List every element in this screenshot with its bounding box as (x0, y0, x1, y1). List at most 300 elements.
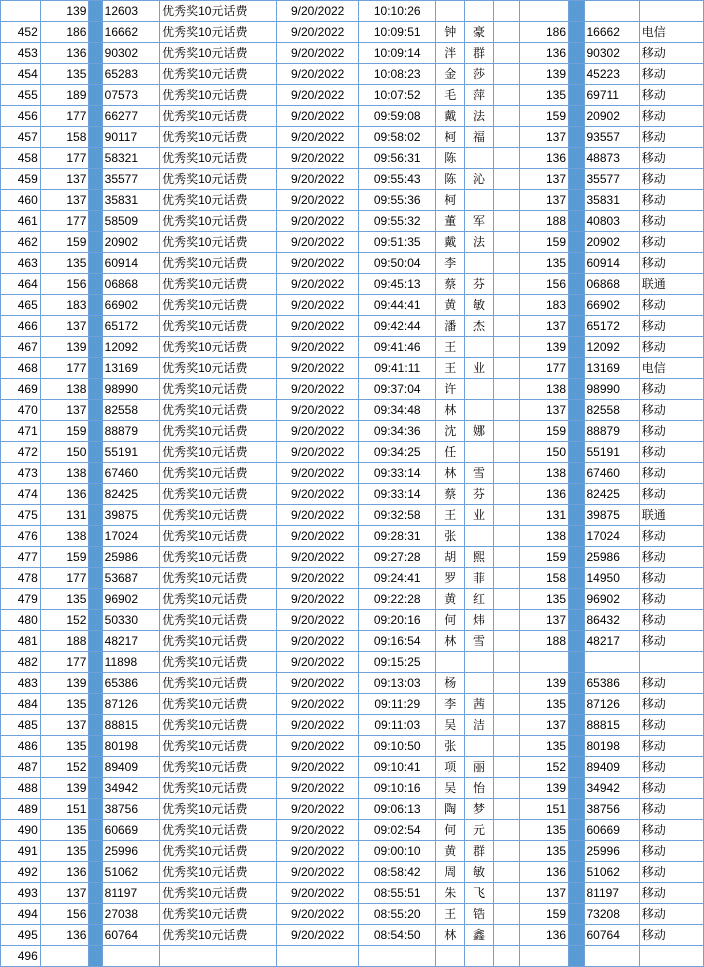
carrier-cell[interactable]: 移动 (639, 925, 703, 946)
name-char-1-cell[interactable]: 李 (436, 253, 465, 274)
name-char-1-cell[interactable]: 蔡 (436, 274, 465, 295)
code-cell[interactable]: 82425 (102, 484, 159, 505)
table-row[interactable] (1, 841, 704, 862)
date-cell[interactable]: 9/20/2022 (277, 652, 359, 673)
name-char-2-cell[interactable]: 怡 (465, 778, 494, 799)
time-cell[interactable]: 09:34:48 (359, 400, 436, 421)
code2-cell[interactable]: 60764 (584, 925, 639, 946)
prize-cell[interactable]: 优秀奖10元话费 (160, 652, 277, 673)
value-cell[interactable] (520, 1, 569, 22)
code-cell[interactable]: 20902 (102, 232, 159, 253)
date-cell[interactable]: 9/20/2022 (277, 232, 359, 253)
prize-cell[interactable]: 优秀奖10元话费 (160, 736, 277, 757)
value-cell[interactable]: 135 (520, 589, 569, 610)
name-char-3-cell[interactable] (493, 337, 520, 358)
code-cell[interactable]: 60914 (102, 253, 159, 274)
value-cell[interactable]: 150 (520, 442, 569, 463)
code-cell[interactable]: 98990 (102, 379, 159, 400)
name-char-1-cell[interactable]: 朱 (436, 883, 465, 904)
name-char-1-cell[interactable]: 黄 (436, 589, 465, 610)
code2-cell[interactable]: 25986 (584, 547, 639, 568)
name-char-3-cell[interactable] (493, 85, 520, 106)
value-cell[interactable]: 137 (520, 400, 569, 421)
time-cell[interactable]: 09:28:31 (359, 526, 436, 547)
name-char-3-cell[interactable] (493, 463, 520, 484)
code2-cell[interactable]: 88879 (584, 421, 639, 442)
date-cell[interactable]: 9/20/2022 (277, 547, 359, 568)
amount-cell[interactable]: 159 (40, 232, 89, 253)
value-cell[interactable]: 136 (520, 43, 569, 64)
prize-cell[interactable]: 优秀奖10元话费 (160, 757, 277, 778)
code-cell[interactable]: 11898 (102, 652, 159, 673)
table-row[interactable] (1, 883, 704, 904)
date-cell[interactable]: 9/20/2022 (277, 862, 359, 883)
name-char-1-cell[interactable]: 钟 (436, 22, 465, 43)
name-char-3-cell[interactable] (493, 925, 520, 946)
table-row[interactable] (1, 505, 704, 526)
date-cell[interactable]: 9/20/2022 (277, 841, 359, 862)
name-char-1-cell[interactable]: 毛 (436, 85, 465, 106)
name-char-1-cell[interactable]: 王 (436, 904, 465, 925)
amount-cell[interactable]: 177 (40, 148, 89, 169)
time-cell[interactable]: 09:06:13 (359, 799, 436, 820)
prize-cell[interactable]: 优秀奖10元话费 (160, 358, 277, 379)
time-cell[interactable]: 09:33:14 (359, 463, 436, 484)
table-row[interactable] (1, 463, 704, 484)
name-char-1-cell[interactable]: 许 (436, 379, 465, 400)
code-cell[interactable]: 13169 (102, 358, 159, 379)
date-cell[interactable]: 9/20/2022 (277, 694, 359, 715)
time-cell[interactable]: 09:02:54 (359, 820, 436, 841)
time-cell[interactable]: 09:45:13 (359, 274, 436, 295)
name-char-1-cell[interactable]: 潘 (436, 316, 465, 337)
date-cell[interactable] (277, 946, 359, 967)
code-cell[interactable]: 12603 (102, 1, 159, 22)
prize-cell[interactable]: 优秀奖10元话费 (160, 316, 277, 337)
code2-cell[interactable]: 14950 (584, 568, 639, 589)
name-char-3-cell[interactable] (493, 946, 520, 967)
prize-cell[interactable]: 优秀奖10元话费 (160, 883, 277, 904)
table-row[interactable] (1, 43, 704, 64)
time-cell[interactable]: 09:55:43 (359, 169, 436, 190)
code2-cell[interactable]: 80198 (584, 736, 639, 757)
name-char-3-cell[interactable] (493, 589, 520, 610)
amount-cell[interactable]: 158 (40, 127, 89, 148)
amount-cell[interactable]: 152 (40, 610, 89, 631)
amount-cell[interactable]: 137 (40, 169, 89, 190)
time-cell[interactable]: 09:15:25 (359, 652, 436, 673)
time-cell[interactable]: 09:11:03 (359, 715, 436, 736)
name-char-3-cell[interactable] (493, 547, 520, 568)
date-cell[interactable]: 9/20/2022 (277, 757, 359, 778)
date-cell[interactable]: 9/20/2022 (277, 274, 359, 295)
table-row[interactable] (1, 778, 704, 799)
amount-cell[interactable]: 137 (40, 316, 89, 337)
carrier-cell[interactable]: 移动 (639, 400, 703, 421)
prize-cell[interactable]: 优秀奖10元话费 (160, 505, 277, 526)
carrier-cell[interactable]: 移动 (639, 232, 703, 253)
prize-cell[interactable]: 优秀奖10元话费 (160, 274, 277, 295)
carrier-cell[interactable]: 移动 (639, 673, 703, 694)
code-cell[interactable]: 50330 (102, 610, 159, 631)
value-cell[interactable]: 152 (520, 757, 569, 778)
name-char-3-cell[interactable] (493, 1, 520, 22)
carrier-cell[interactable]: 移动 (639, 64, 703, 85)
value-cell[interactable]: 137 (520, 316, 569, 337)
name-char-1-cell[interactable]: 林 (436, 925, 465, 946)
name-char-2-cell[interactable]: 莎 (465, 64, 494, 85)
value-cell[interactable]: 138 (520, 526, 569, 547)
code-cell[interactable]: 89409 (102, 757, 159, 778)
code-cell[interactable]: 65386 (102, 673, 159, 694)
name-char-1-cell[interactable]: 蔡 (436, 484, 465, 505)
name-char-3-cell[interactable] (493, 484, 520, 505)
name-char-2-cell[interactable]: 雪 (465, 631, 494, 652)
date-cell[interactable]: 9/20/2022 (277, 883, 359, 904)
amount-cell[interactable]: 139 (40, 778, 89, 799)
name-char-1-cell[interactable]: 胡 (436, 547, 465, 568)
name-char-3-cell[interactable] (493, 799, 520, 820)
code2-cell[interactable]: 86432 (584, 610, 639, 631)
code2-cell[interactable] (584, 652, 639, 673)
amount-cell[interactable]: 138 (40, 526, 89, 547)
code2-cell[interactable]: 65386 (584, 673, 639, 694)
date-cell[interactable]: 9/20/2022 (277, 589, 359, 610)
prize-cell[interactable]: 优秀奖10元话费 (160, 400, 277, 421)
code-cell[interactable]: 07573 (102, 85, 159, 106)
name-char-2-cell[interactable]: 群 (465, 43, 494, 64)
code2-cell[interactable]: 82558 (584, 400, 639, 421)
prize-cell[interactable]: 优秀奖10元话费 (160, 484, 277, 505)
name-char-1-cell[interactable]: 陈 (436, 169, 465, 190)
name-char-3-cell[interactable] (493, 358, 520, 379)
name-char-1-cell[interactable]: 罗 (436, 568, 465, 589)
code-cell[interactable]: 17024 (102, 526, 159, 547)
amount-cell[interactable]: 135 (40, 841, 89, 862)
amount-cell[interactable]: 139 (40, 1, 89, 22)
name-char-3-cell[interactable] (493, 736, 520, 757)
name-char-3-cell[interactable] (493, 22, 520, 43)
carrier-cell[interactable]: 移动 (639, 589, 703, 610)
code-cell[interactable]: 58321 (102, 148, 159, 169)
table-row[interactable] (1, 694, 704, 715)
code2-cell[interactable] (584, 946, 639, 967)
name-char-2-cell[interactable]: 梦 (465, 799, 494, 820)
prize-cell[interactable]: 优秀奖10元话费 (160, 463, 277, 484)
time-cell[interactable] (359, 946, 436, 967)
name-char-2-cell[interactable] (465, 400, 494, 421)
carrier-cell[interactable] (639, 1, 703, 22)
name-char-2-cell[interactable] (465, 946, 494, 967)
time-cell[interactable]: 08:58:42 (359, 862, 436, 883)
name-char-1-cell[interactable]: 李 (436, 694, 465, 715)
time-cell[interactable]: 09:59:08 (359, 106, 436, 127)
name-char-1-cell[interactable]: 戴 (436, 232, 465, 253)
code2-cell[interactable]: 60914 (584, 253, 639, 274)
prize-cell[interactable]: 优秀奖10元话费 (160, 148, 277, 169)
name-char-2-cell[interactable]: 业 (465, 358, 494, 379)
name-char-3-cell[interactable] (493, 526, 520, 547)
name-char-1-cell[interactable] (436, 652, 465, 673)
code-cell[interactable]: 53687 (102, 568, 159, 589)
value-cell[interactable]: 188 (520, 631, 569, 652)
name-char-3-cell[interactable] (493, 778, 520, 799)
code-cell[interactable]: 12092 (102, 337, 159, 358)
prize-cell[interactable]: 优秀奖10元话费 (160, 211, 277, 232)
amount-cell[interactable]: 135 (40, 64, 89, 85)
code2-cell[interactable]: 48217 (584, 631, 639, 652)
time-cell[interactable]: 09:42:44 (359, 316, 436, 337)
code-cell[interactable]: 90117 (102, 127, 159, 148)
prize-cell[interactable]: 优秀奖10元话费 (160, 820, 277, 841)
amount-cell[interactable]: 139 (40, 337, 89, 358)
name-char-2-cell[interactable]: 敏 (465, 862, 494, 883)
prize-cell[interactable]: 优秀奖10元话费 (160, 232, 277, 253)
amount-cell[interactable]: 135 (40, 694, 89, 715)
name-char-1-cell[interactable]: 黄 (436, 295, 465, 316)
code-cell[interactable]: 06868 (102, 274, 159, 295)
time-cell[interactable]: 09:34:25 (359, 442, 436, 463)
amount-cell[interactable]: 137 (40, 400, 89, 421)
table-row[interactable] (1, 526, 704, 547)
table-row[interactable] (1, 652, 704, 673)
carrier-cell[interactable]: 移动 (639, 379, 703, 400)
table-row[interactable] (1, 274, 704, 295)
code-cell[interactable]: 55191 (102, 442, 159, 463)
carrier-cell[interactable]: 移动 (639, 85, 703, 106)
name-char-2-cell[interactable]: 炜 (465, 610, 494, 631)
value-cell[interactable]: 135 (520, 253, 569, 274)
prize-cell[interactable]: 优秀奖10元话费 (160, 421, 277, 442)
time-cell[interactable]: 09:13:03 (359, 673, 436, 694)
value-cell[interactable]: 135 (520, 85, 569, 106)
name-char-2-cell[interactable] (465, 652, 494, 673)
amount-cell[interactable]: 188 (40, 631, 89, 652)
time-cell[interactable]: 09:41:46 (359, 337, 436, 358)
name-char-2-cell[interactable] (465, 736, 494, 757)
code2-cell[interactable]: 45223 (584, 64, 639, 85)
code2-cell[interactable]: 35831 (584, 190, 639, 211)
code2-cell[interactable]: 96902 (584, 589, 639, 610)
amount-cell[interactable]: 150 (40, 442, 89, 463)
name-char-1-cell[interactable]: 陈 (436, 148, 465, 169)
prize-cell[interactable]: 优秀奖10元话费 (160, 673, 277, 694)
code2-cell[interactable]: 82425 (584, 484, 639, 505)
value-cell[interactable]: 138 (520, 379, 569, 400)
time-cell[interactable]: 09:32:58 (359, 505, 436, 526)
prize-cell[interactable]: 优秀奖10元话费 (160, 547, 277, 568)
date-cell[interactable]: 9/20/2022 (277, 22, 359, 43)
code-cell[interactable]: 58509 (102, 211, 159, 232)
carrier-cell[interactable]: 移动 (639, 694, 703, 715)
value-cell[interactable]: 135 (520, 736, 569, 757)
table-row[interactable] (1, 64, 704, 85)
name-char-1-cell[interactable]: 董 (436, 211, 465, 232)
time-cell[interactable]: 09:56:31 (359, 148, 436, 169)
time-cell[interactable]: 09:27:28 (359, 547, 436, 568)
table-row[interactable] (1, 589, 704, 610)
value-cell[interactable]: 159 (520, 106, 569, 127)
amount-cell[interactable]: 186 (40, 22, 89, 43)
date-cell[interactable]: 9/20/2022 (277, 568, 359, 589)
code2-cell[interactable]: 67460 (584, 463, 639, 484)
value-cell[interactable] (520, 946, 569, 967)
code-cell[interactable]: 80198 (102, 736, 159, 757)
table-row[interactable] (1, 127, 704, 148)
name-char-1-cell[interactable]: 张 (436, 736, 465, 757)
name-char-3-cell[interactable] (493, 169, 520, 190)
carrier-cell[interactable]: 移动 (639, 904, 703, 925)
code-cell[interactable]: 96902 (102, 589, 159, 610)
code2-cell[interactable]: 20902 (584, 232, 639, 253)
time-cell[interactable]: 10:07:52 (359, 85, 436, 106)
name-char-1-cell[interactable]: 王 (436, 505, 465, 526)
carrier-cell[interactable]: 移动 (639, 715, 703, 736)
name-char-2-cell[interactable]: 军 (465, 211, 494, 232)
code-cell[interactable]: 48217 (102, 631, 159, 652)
amount-cell[interactable]: 156 (40, 274, 89, 295)
amount-cell[interactable]: 135 (40, 589, 89, 610)
name-char-3-cell[interactable] (493, 295, 520, 316)
amount-cell[interactable]: 136 (40, 43, 89, 64)
code-cell[interactable]: 66277 (102, 106, 159, 127)
prize-cell[interactable]: 优秀奖10元话费 (160, 631, 277, 652)
name-char-1-cell[interactable]: 林 (436, 631, 465, 652)
time-cell[interactable]: 09:50:04 (359, 253, 436, 274)
name-char-2-cell[interactable]: 茜 (465, 694, 494, 715)
value-cell[interactable]: 137 (520, 883, 569, 904)
amount-cell[interactable]: 135 (40, 253, 89, 274)
name-char-2-cell[interactable]: 敏 (465, 295, 494, 316)
name-char-3-cell[interactable] (493, 127, 520, 148)
carrier-cell[interactable]: 移动 (639, 190, 703, 211)
carrier-cell[interactable]: 移动 (639, 610, 703, 631)
time-cell[interactable]: 09:41:11 (359, 358, 436, 379)
date-cell[interactable]: 9/20/2022 (277, 64, 359, 85)
amount-cell[interactable]: 189 (40, 85, 89, 106)
code-cell[interactable]: 88879 (102, 421, 159, 442)
amount-cell[interactable]: 177 (40, 106, 89, 127)
name-char-3-cell[interactable] (493, 883, 520, 904)
name-char-1-cell[interactable]: 项 (436, 757, 465, 778)
date-cell[interactable]: 9/20/2022 (277, 1, 359, 22)
time-cell[interactable]: 09:33:14 (359, 484, 436, 505)
name-char-2-cell[interactable]: 雪 (465, 463, 494, 484)
prize-cell[interactable]: 优秀奖10元话费 (160, 253, 277, 274)
date-cell[interactable]: 9/20/2022 (277, 442, 359, 463)
code2-cell[interactable]: 12092 (584, 337, 639, 358)
name-char-3-cell[interactable] (493, 421, 520, 442)
code-cell[interactable] (102, 946, 159, 967)
amount-cell[interactable]: 136 (40, 484, 89, 505)
name-char-3-cell[interactable] (493, 316, 520, 337)
code-cell[interactable]: 81197 (102, 883, 159, 904)
name-char-3-cell[interactable] (493, 190, 520, 211)
time-cell[interactable]: 09:55:32 (359, 211, 436, 232)
table-row[interactable] (1, 862, 704, 883)
name-char-1-cell[interactable]: 何 (436, 820, 465, 841)
name-char-3-cell[interactable] (493, 442, 520, 463)
table-row[interactable] (1, 673, 704, 694)
table-row[interactable] (1, 484, 704, 505)
code2-cell[interactable]: 69711 (584, 85, 639, 106)
code-cell[interactable]: 82558 (102, 400, 159, 421)
code2-cell[interactable]: 89409 (584, 757, 639, 778)
code-cell[interactable]: 16662 (102, 22, 159, 43)
table-row[interactable] (1, 148, 704, 169)
date-cell[interactable]: 9/20/2022 (277, 715, 359, 736)
name-char-1-cell[interactable] (436, 1, 465, 22)
name-char-2-cell[interactable]: 红 (465, 589, 494, 610)
code-cell[interactable]: 35831 (102, 190, 159, 211)
name-char-2-cell[interactable]: 福 (465, 127, 494, 148)
name-char-1-cell[interactable]: 沈 (436, 421, 465, 442)
date-cell[interactable]: 9/20/2022 (277, 631, 359, 652)
name-char-3-cell[interactable] (493, 106, 520, 127)
code-cell[interactable]: 34942 (102, 778, 159, 799)
table-row[interactable] (1, 631, 704, 652)
value-cell[interactable]: 137 (520, 169, 569, 190)
value-cell[interactable]: 183 (520, 295, 569, 316)
date-cell[interactable]: 9/20/2022 (277, 463, 359, 484)
value-cell[interactable]: 186 (520, 22, 569, 43)
carrier-cell[interactable]: 移动 (639, 127, 703, 148)
code2-cell[interactable]: 25996 (584, 841, 639, 862)
name-char-2-cell[interactable] (465, 253, 494, 274)
name-char-2-cell[interactable] (465, 379, 494, 400)
name-char-3-cell[interactable] (493, 610, 520, 631)
code2-cell[interactable]: 87126 (584, 694, 639, 715)
name-char-3-cell[interactable] (493, 400, 520, 421)
code2-cell[interactable]: 60669 (584, 820, 639, 841)
time-cell[interactable]: 09:22:28 (359, 589, 436, 610)
name-char-3-cell[interactable] (493, 820, 520, 841)
date-cell[interactable]: 9/20/2022 (277, 295, 359, 316)
prize-cell[interactable]: 优秀奖10元话费 (160, 610, 277, 631)
name-char-2-cell[interactable]: 熙 (465, 547, 494, 568)
name-char-2-cell[interactable] (465, 190, 494, 211)
name-char-2-cell[interactable]: 娜 (465, 421, 494, 442)
time-cell[interactable]: 10:09:14 (359, 43, 436, 64)
name-char-3-cell[interactable] (493, 694, 520, 715)
prize-cell[interactable] (160, 946, 277, 967)
name-char-3-cell[interactable] (493, 673, 520, 694)
name-char-3-cell[interactable] (493, 757, 520, 778)
carrier-cell[interactable]: 移动 (639, 547, 703, 568)
date-cell[interactable]: 9/20/2022 (277, 43, 359, 64)
value-cell[interactable]: 188 (520, 211, 569, 232)
code-cell[interactable]: 60764 (102, 925, 159, 946)
prize-cell[interactable]: 优秀奖10元话费 (160, 841, 277, 862)
amount-cell[interactable]: 137 (40, 715, 89, 736)
name-char-2-cell[interactable] (465, 526, 494, 547)
time-cell[interactable]: 10:08:23 (359, 64, 436, 85)
value-cell[interactable]: 137 (520, 610, 569, 631)
amount-cell[interactable]: 151 (40, 799, 89, 820)
name-char-2-cell[interactable]: 洁 (465, 715, 494, 736)
amount-cell[interactable]: 183 (40, 295, 89, 316)
date-cell[interactable]: 9/20/2022 (277, 673, 359, 694)
code2-cell[interactable]: 73208 (584, 904, 639, 925)
prize-cell[interactable]: 优秀奖10元话费 (160, 589, 277, 610)
table-row[interactable] (1, 106, 704, 127)
carrier-cell[interactable]: 联通 (639, 274, 703, 295)
name-char-2-cell[interactable] (465, 1, 494, 22)
table-row[interactable] (1, 295, 704, 316)
carrier-cell[interactable]: 移动 (639, 316, 703, 337)
prize-cell[interactable]: 优秀奖10元话费 (160, 799, 277, 820)
carrier-cell[interactable]: 移动 (639, 463, 703, 484)
